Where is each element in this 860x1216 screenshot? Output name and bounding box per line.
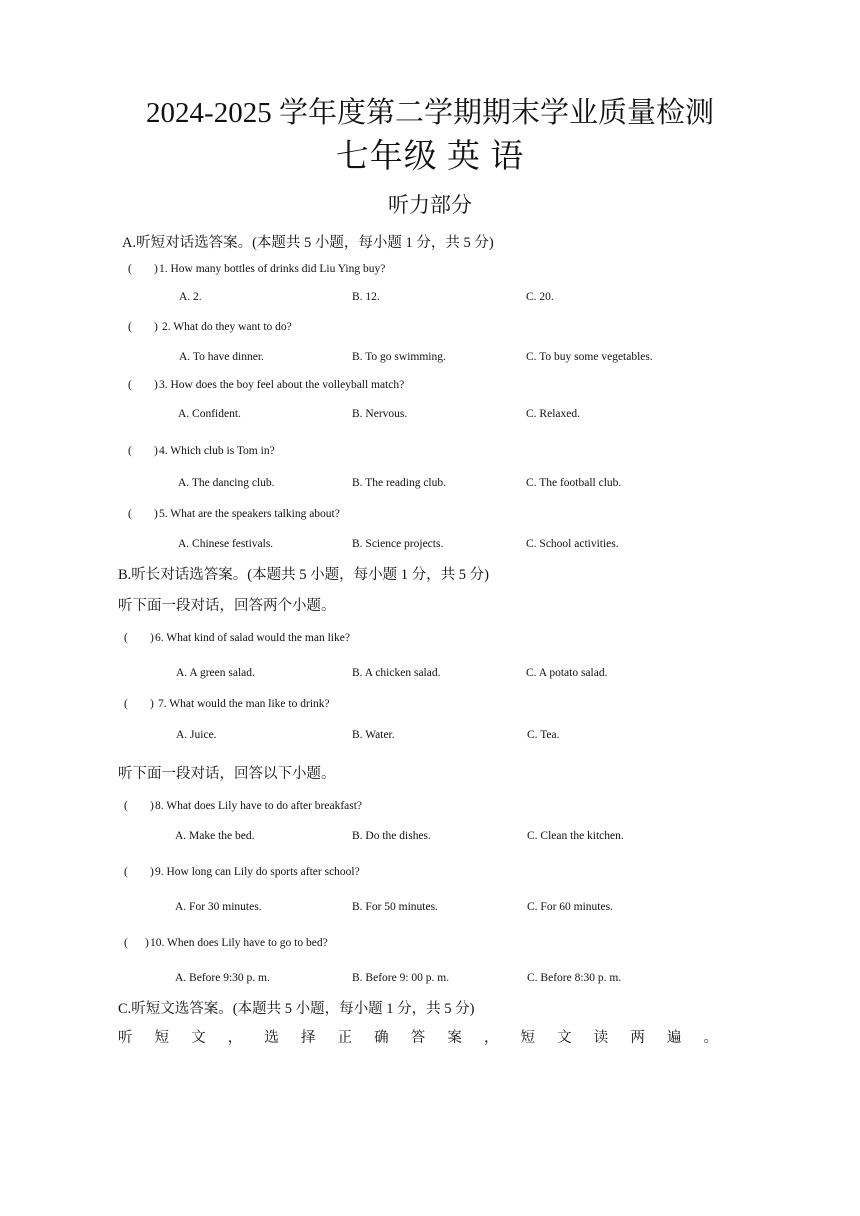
instruction-char: 正 (337, 1030, 353, 1046)
q9-option-b: B. For 50 minutes. (352, 901, 438, 913)
answer-paren-open: ( (128, 508, 132, 520)
q5-option-c: C. School activities. (526, 538, 619, 550)
question-9: 9. How long can Lily do sports after school? (155, 866, 360, 878)
q10-option-b: B. Before 9: 00 p. m. (352, 972, 450, 984)
answer-paren-close: ) (150, 632, 154, 644)
answer-paren-open: ( (128, 379, 132, 391)
exam-subtitle: 七年级 英 语 (335, 139, 525, 175)
instruction-char: 答 (410, 1030, 426, 1046)
answer-paren-open: ( (124, 937, 128, 949)
instruction-char: 确 (374, 1030, 389, 1046)
question-3: 3. How does the boy feel about the volleyball match? (159, 379, 405, 391)
answer-paren-close: ) (145, 937, 149, 949)
q10-option-c: C. Before 8:30 p. m. (527, 972, 622, 984)
q4-option-c: C. The football club. (526, 477, 622, 489)
answer-paren-close: ) (150, 698, 154, 710)
answer-paren-close: ) (154, 379, 158, 391)
q3-option-b: B. Nervous. (352, 408, 408, 420)
question-4: 4. Which club is Tom in? (159, 445, 275, 457)
answer-paren-close: ) (154, 321, 158, 333)
instruction-char: 听 (118, 1030, 133, 1046)
answer-paren-close: ) (150, 800, 154, 812)
q2-option-c: C. To buy some vegetables. (526, 351, 653, 363)
question-8: 8. What does Lily have to do after breakfast? (155, 800, 363, 812)
q8-option-a: A. Make the bed. (175, 830, 255, 842)
instruction-char: 读 (593, 1030, 609, 1046)
q7-option-b: B. Water. (352, 729, 395, 741)
section-b-heading: B.听长对话选答案。(本题共 5 小题，每小题 1 分，共 5 分) (118, 567, 489, 583)
section-c-instruction (118, 1026, 718, 1047)
q1-option-a: A. 2. (179, 291, 202, 303)
section-c-heading: C.听短文选答案。(本题共 5 小题，每小题 1 分，共 5 分) (118, 1001, 475, 1017)
q6-option-b: B. A chicken salad. (352, 667, 441, 679)
instruction-char: 短 (520, 1030, 536, 1046)
instruction-char: ， (483, 1030, 499, 1046)
q10-option-a: A. Before 9:30 p. m. (175, 972, 270, 984)
q9-option-a: A. For 30 minutes. (175, 901, 262, 913)
answer-paren-close: ) (150, 866, 154, 878)
answer-paren-open: ( (124, 866, 128, 878)
question-1: 1. How many bottles of drinks did Liu Ying buy? (159, 263, 386, 275)
q3-option-c: C. Relaxed. (526, 408, 580, 420)
question-7: 7. What would the man like to drink? (158, 698, 330, 710)
instruction-char: 文 (557, 1030, 572, 1046)
q9-option-c: C. For 60 minutes. (527, 901, 613, 913)
answer-paren-open: ( (124, 800, 128, 812)
answer-paren-open: ( (128, 445, 132, 457)
instruction-char: 。 (703, 1030, 718, 1046)
instruction-char: 选 (264, 1030, 279, 1046)
question-10: 10. When does Lily have to go to bed? (150, 937, 328, 949)
q1-option-c: C. 20. (526, 291, 554, 303)
q1-option-b: B. 12. (352, 291, 380, 303)
instruction-char: 案 (447, 1030, 462, 1046)
q7-option-c: C. Tea. (527, 729, 560, 741)
answer-paren-open: ( (128, 321, 132, 333)
section-b-intro-1: 听下面一段对话，回答两个小题。 (118, 598, 336, 614)
question-6: 6. What kind of salad would the man like? (155, 632, 350, 644)
question-2: 2. What do they want to do? (162, 321, 292, 333)
q6-option-c: C. A potato salad. (526, 667, 608, 679)
question-5: 5. What are the speakers talking about? (159, 508, 340, 520)
q5-option-a: A. Chinese festivals. (178, 538, 274, 550)
q8-option-b: B. Do the dishes. (352, 830, 431, 842)
instruction-char: 文 (191, 1030, 206, 1046)
q4-option-b: B. The reading club. (352, 477, 446, 489)
answer-paren-close: ) (154, 508, 158, 520)
exam-title: 2024-2025 学年度第二学期期末学业质量检测 (146, 97, 714, 129)
instruction-char: ， (227, 1030, 243, 1046)
answer-paren-open: ( (124, 632, 128, 644)
q6-option-a: A. A green salad. (176, 667, 255, 679)
q7-option-a: A. Juice. (176, 729, 217, 741)
q2-option-a: A. To have dinner. (179, 351, 264, 363)
answer-paren-open: ( (128, 263, 132, 275)
part-title: 听力部分 (388, 193, 472, 217)
q4-option-a: A. The dancing club. (178, 477, 275, 489)
q3-option-a: A. Confident. (178, 408, 241, 420)
instruction-char: 择 (300, 1030, 316, 1046)
section-a-heading: A.听短对话选答案。(本题共 5 小题，每小题 1 分，共 5 分) (122, 235, 494, 251)
answer-paren-open: ( (124, 698, 128, 710)
q2-option-b: B. To go swimming. (352, 351, 446, 363)
instruction-char: 遍 (666, 1030, 682, 1046)
instruction-char: 两 (630, 1030, 645, 1046)
answer-paren-close: ) (154, 263, 158, 275)
section-b-intro-2: 听下面一段对话，回答以下小题。 (118, 766, 336, 782)
q8-option-c: C. Clean the kitchen. (527, 830, 624, 842)
instruction-char: 短 (154, 1030, 170, 1046)
answer-paren-close: ) (154, 445, 158, 457)
q5-option-b: B. Science projects. (352, 538, 444, 550)
